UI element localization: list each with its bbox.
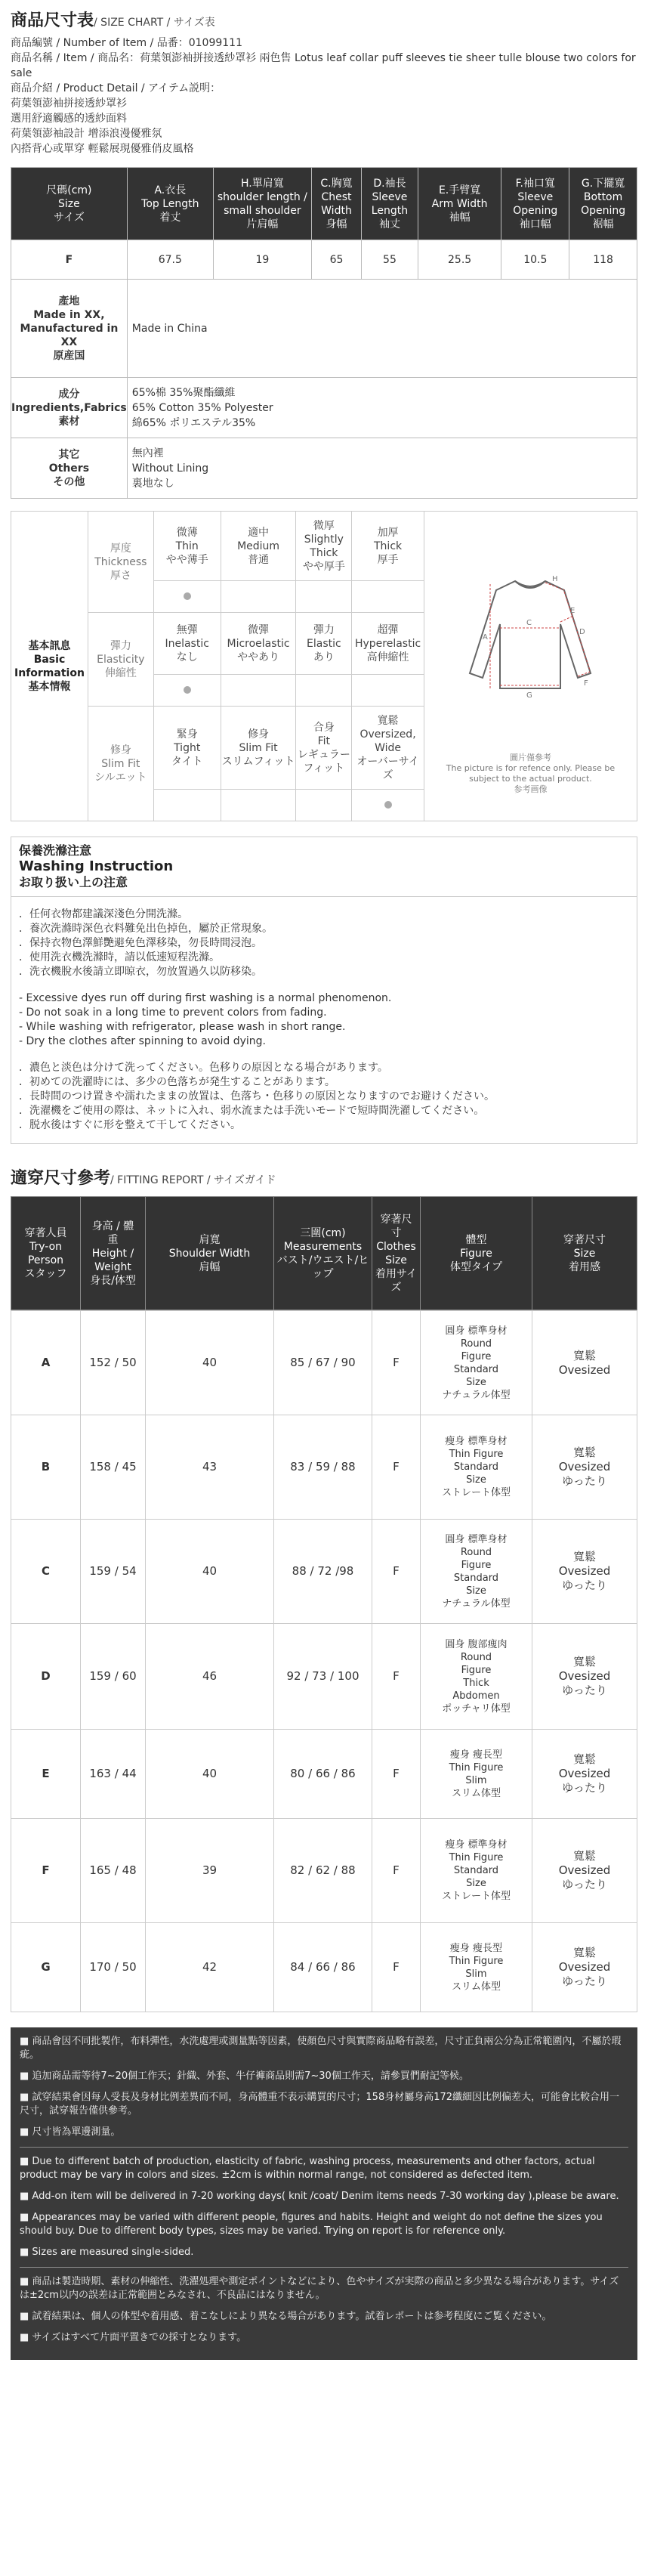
- size-cell: 118: [569, 240, 637, 280]
- size-header: D.袖長 Sleeve Length 袖丈: [362, 168, 418, 240]
- wash-ja: ．洗濯機をご使用の際は、ネットに入れ、弱水流または手洗いモードで短時間洗濯してください。: [19, 1105, 485, 1117]
- fitting-cell-feel: 寬鬆 Ovesized ゆったり: [532, 1819, 637, 1923]
- garment-diagram: [424, 512, 637, 821]
- fitting-title-sub: / FITTING REPORT / サイズガイド: [110, 1174, 276, 1186]
- svg-text:D: D: [579, 628, 586, 636]
- size-cell: 10.5: [501, 240, 569, 280]
- fitting-cell-size: F: [372, 1819, 421, 1923]
- size-cell: 55: [362, 240, 418, 280]
- fitting-cell-feel: 寬鬆 Ovesized ゆったり: [532, 1923, 637, 2012]
- item-name: 商品名稱 / Item / 商品名：荷葉領澎袖拼接透紗罩衫 兩色售 Lotus leaf collar puff sleeves tie sheer tulle blouse two colors for sale: [11, 52, 636, 79]
- fit-option: 寬鬆 Oversized, Wide オーバーサイズ: [352, 707, 424, 790]
- fitting-cell-hw: 152 / 50: [81, 1311, 146, 1415]
- note-zh: ■ 試穿結果會因每人受長及身材比例差異而不同，身高體重不表示購買的尺寸；158身材屬身高172纖細因比例偏差大，可能會比較合用一尺寸，試穿報告僅供參考。: [20, 2092, 620, 2117]
- other-value: [127, 438, 637, 499]
- fitting-table: [11, 1196, 637, 1310]
- thickness-option: 適中 Medium 普通: [221, 512, 296, 581]
- fitting-cell-size: F: [372, 1520, 421, 1624]
- detail-line: 荷葉領澎袖設計 增添浪漫優雅氛: [11, 128, 162, 140]
- size-cell: 25.5: [418, 240, 501, 280]
- wash-zh: ．洗衣機脫水後請立即晾衣，勿放置過久以防移染。: [19, 966, 262, 978]
- notes-divider: [20, 2147, 628, 2148]
- fitting-body: [11, 1310, 637, 2012]
- origin-value: Made in China: [127, 280, 637, 378]
- fitting-cell-hw: 170 / 50: [81, 1923, 146, 2012]
- fitting-cell-hw: 158 / 45: [81, 1415, 146, 1520]
- fit-option: 合身 Fit レギュラーフィット: [296, 707, 352, 790]
- note-en: ■ Add-on item will be delivered in 7-20 working days( knit /coat/ Denim items needs 7-30 working day ),please be aware.: [20, 2191, 619, 2202]
- other-line: 無內裡: [131, 447, 164, 459]
- fitting-cell-feel: 寬鬆 Ovesized: [532, 1311, 637, 1415]
- thickness-dot-cell: [153, 581, 221, 613]
- svg-text:C: C: [526, 619, 532, 627]
- fitting-cell-figure: 瘦身 瘦長型 Thin Figure Slim スリム体型: [421, 1730, 532, 1819]
- size-chart-title: [11, 0, 637, 31]
- fit-option: 緊身 Tight タイト: [153, 707, 221, 790]
- material-row: [11, 378, 637, 438]
- fit-option: 修身 Slim Fit スリムフィット: [221, 707, 296, 790]
- fitting-cell-person: D: [11, 1624, 81, 1730]
- fitting-cell-shoulder: 43: [146, 1415, 274, 1520]
- svg-text:G: G: [526, 691, 533, 700]
- fitting-cell-meas: 92 / 73 / 100: [274, 1624, 372, 1730]
- origin-row: [11, 280, 637, 378]
- fitting-cell-person: A: [11, 1311, 81, 1415]
- fitting-title: [11, 1158, 637, 1189]
- size-chart-title-sub: / SIZE CHART / サイズ表: [94, 17, 215, 29]
- other-line: Without Lining: [131, 462, 209, 475]
- wash-zh: ．任何衣物都建議深淺色分開洗滌。: [19, 908, 188, 920]
- size-table-header-row: [11, 168, 637, 240]
- size-cell: 67.5: [127, 240, 213, 280]
- fitting-cell-person: B: [11, 1415, 81, 1520]
- fitting-header-row: [11, 1197, 637, 1310]
- diagram-caption: 圖片僅參考 The picture is for refence only. Please be subject to the actual product. 参考画像: [446, 753, 616, 794]
- fitting-header: 三圍(cm) Measurements バスト/ウエスト/ヒップ: [274, 1197, 372, 1310]
- fitting-row: [11, 1819, 637, 1923]
- fitting-cell-meas: 88 / 72 /98: [274, 1520, 372, 1624]
- fitting-cell-figure: 圓身 腹部痩肉 Round Figure Thick Abdomen ポッチャリ体型: [421, 1624, 532, 1730]
- detail-label: 商品介紹 / Product Detail / アイテム説明：: [11, 82, 221, 94]
- wash-ja: ．濃色と淡色は分けて洗ってください。色移りの原因となる場合があります。: [19, 1062, 388, 1074]
- fitting-cell-hw: 159 / 54: [81, 1520, 146, 1624]
- fitting-cell-size: F: [372, 1311, 421, 1415]
- notes-box: [11, 2027, 637, 2360]
- material-value: [127, 378, 637, 438]
- fitting-cell-hw: 163 / 44: [81, 1730, 146, 1819]
- size-header: C.胸寬 Chest Width 身幅: [311, 168, 361, 240]
- wash-ja: ．初めての洗濯時には、多少の色落ちが発生することがあります。: [19, 1076, 335, 1088]
- note-zh: ■ 追加商品需等待7~20個工作天；針織、外套、牛仔褲商品則需7~30個工作天，請參買們耐記等候。: [20, 2070, 469, 2082]
- fitting-cell-shoulder: 39: [146, 1819, 274, 1923]
- size-header: G.下擺寬 Bottom Opening 裾幅: [569, 168, 637, 240]
- wash-en: - While washing with refrigerator, please wash in short range.: [19, 1021, 346, 1033]
- fitting-cell-shoulder: 40: [146, 1730, 274, 1819]
- thickness-option: 微厚 Slightly Thick やや厚手: [296, 512, 352, 581]
- fitting-cell-hw: 165 / 48: [81, 1819, 146, 1923]
- elasticity-dot-cell: [153, 675, 221, 707]
- fitting-cell-feel: 寬鬆 Ovesized ゆったり: [532, 1520, 637, 1624]
- size-cell: 65: [311, 240, 361, 280]
- wash-en: - Excessive dyes run off during first washing is a normal phenomenon.: [19, 992, 392, 1004]
- note-ja: ■ 商品は製造時期、素材の伸縮性、洗濯処理や測定ポイントなどにより、色やサイズが実際の商品と多少異なる場合があります。サイズは±2cm以内の誤差は正常範囲とみなされ、不良品にはなりません。: [20, 2276, 619, 2301]
- fitting-cell-person: E: [11, 1730, 81, 1819]
- note-zh: ■ 商品會因不同批製作，布料彈性，水洗處理或測量點等因素，使顏色尺寸與實際商品略有誤差，尺寸正負兩公分為正常範圍內，不屬於瑕疵。: [20, 2036, 622, 2061]
- size-header: A.衣長 Top Length 着丈: [127, 168, 213, 240]
- size-header: H.單肩寬 shoulder length / small shoulder 片肩幅: [213, 168, 311, 240]
- note-ja: ■ サイズはすべて片面平置きでの採寸となります。: [20, 2332, 247, 2343]
- svg-text:A: A: [483, 633, 489, 642]
- size-row: [11, 240, 637, 280]
- sweater-diagram-icon: [436, 537, 625, 749]
- wash-ja: ．長時間のつけ置きや濡れたままの放置は、色落ち・色移りの原因となりますのでお避けください。: [19, 1090, 495, 1102]
- fitting-cell-figure: 圓身 標準身材 Round Figure Standard Size ナチュラル体型: [421, 1311, 532, 1415]
- detail-line: 內搭背心或單穿 輕鬆展現優雅俏皮風格: [11, 143, 194, 155]
- washing-title-zh: 保養洗滌注意: [19, 843, 92, 858]
- svg-text:F: F: [584, 679, 589, 688]
- thickness-label: 厚度 Thickness 厚さ: [88, 512, 153, 613]
- fitting-cell-shoulder: 46: [146, 1624, 274, 1730]
- fitting-cell-person: G: [11, 1923, 81, 2012]
- fitting-cell-shoulder: 40: [146, 1311, 274, 1415]
- basic-info-table: [11, 511, 637, 821]
- fitting-header: 肩寬 Shoulder Width 肩幅: [146, 1197, 274, 1310]
- fitting-cell-figure: 瘦身 標準身材 Thin Figure Standard Size ストレート体型: [421, 1415, 532, 1520]
- selected-dot-icon: [384, 801, 392, 809]
- material-label: 成分 Ingredients,Fabrics 素材: [11, 378, 128, 438]
- other-row: [11, 438, 637, 499]
- fitting-cell-feel: 寬鬆 Ovesized ゆったり: [532, 1624, 637, 1730]
- washing-title-en: Washing Instruction: [19, 858, 174, 874]
- washing-title-ja: お取り扱い上の注意: [19, 875, 128, 889]
- fitting-cell-figure: 瘦身 瘦長型 Thin Figure Slim スリム体型: [421, 1923, 532, 2012]
- fitting-title-text: 適穿尺寸參考: [11, 1169, 111, 1188]
- thickness-option: 加厚 Thick 厚手: [352, 512, 424, 581]
- svg-text:H: H: [552, 575, 558, 583]
- selected-dot-icon: [184, 686, 191, 694]
- size-header: F.袖口寬 Sleeve Opening 袖口幅: [501, 168, 569, 240]
- thickness-option: 微薄 Thin やや薄手: [153, 512, 221, 581]
- fitting-cell-meas: 84 / 66 / 86: [274, 1923, 372, 2012]
- fitting-cell-shoulder: 42: [146, 1923, 274, 2012]
- elasticity-option: 無彈 Inelastic なし: [153, 613, 221, 675]
- fitting-row: [11, 1923, 637, 2012]
- fitting-cell-feel: 寬鬆 Ovesized ゆったり: [532, 1415, 637, 1520]
- detail-line: 荷葉領澎袖拼接透紗罩衫: [11, 97, 127, 110]
- fitting-cell-meas: 83 / 59 / 88: [274, 1415, 372, 1520]
- fitting-cell-size: F: [372, 1923, 421, 2012]
- wash-zh: ．保持衣物色澤鮮艷避免色澤移染，勿長時間浸泡。: [19, 937, 262, 949]
- wash-en: - Dry the clothes after spinning to avoid dying.: [19, 1035, 266, 1047]
- item-number: 商品編號 / Number of Item / 品番：01099111: [11, 37, 242, 49]
- size-header: 尺碼(cm) Size サイズ: [11, 168, 128, 240]
- fitting-cell-person: C: [11, 1520, 81, 1624]
- elasticity-label: 彈力 Elasticity 伸縮性: [88, 613, 153, 707]
- detail-line: 選用舒適觸感的透紗面料: [11, 113, 127, 125]
- fitting-cell-figure: 圓身 標準身材 Round Figure Standard Size ナチュラル体型: [421, 1520, 532, 1624]
- elasticity-option: 超彈 Hyperelastic 高伸縮性: [352, 613, 424, 675]
- elasticity-option: 彈力 Elastic あり: [296, 613, 352, 675]
- material-line: 65% Cotton 35% Polyester: [131, 401, 273, 414]
- fitting-row: [11, 1730, 637, 1819]
- fitting-row: [11, 1311, 637, 1415]
- fitting-row: [11, 1415, 637, 1520]
- wash-en: - Do not soak in a long time to prevent colors from fading.: [19, 1007, 327, 1019]
- basic-info-label: 基本訊息 Basic Information 基本情報: [11, 512, 88, 821]
- note-en: ■ Due to different batch of production, elasticity of fabric, washing process, measurements and other factors, actual product may be vary in colors and sizes. ±2cm is within normal range, not considered as defected item.: [20, 2156, 595, 2181]
- fit-dot-cell: [352, 790, 424, 821]
- fitting-cell-meas: 80 / 66 / 86: [274, 1730, 372, 1819]
- fitting-cell-person: F: [11, 1819, 81, 1923]
- fitting-cell-feel: 寬鬆 Ovesized ゆったり: [532, 1730, 637, 1819]
- fitting-header: 穿著尺寸 Size 着用感: [532, 1197, 637, 1310]
- fit-label: 修身 Slim Fit シルエット: [88, 707, 153, 821]
- other-label: 其它 Others その他: [11, 438, 128, 499]
- fitting-header: 身高 / 體 重 Height / Weight 身長/体型: [81, 1197, 146, 1310]
- size-cell: F: [11, 240, 128, 280]
- selected-dot-icon: [184, 592, 191, 600]
- note-en: ■ Sizes are measured single-sided.: [20, 2247, 194, 2258]
- fitting-cell-size: F: [372, 1624, 421, 1730]
- product-info: [11, 36, 637, 156]
- size-header: E.手臂寬 Arm Width 袖幅: [418, 168, 501, 240]
- fitting-row: [11, 1520, 637, 1624]
- wash-ja: ．脱水後はすぐに形を整えて干してください。: [19, 1119, 241, 1131]
- fitting-header: 穿著尺 寸 Clothes Size 着用サイズ: [372, 1197, 421, 1310]
- fitting-cell-meas: 85 / 67 / 90: [274, 1311, 372, 1415]
- washing-title-box: [11, 837, 637, 897]
- washing-instructions: [11, 897, 637, 1144]
- other-line: 裏地なし: [131, 477, 174, 490]
- size-cell: 19: [213, 240, 311, 280]
- fitting-row: [11, 1624, 637, 1730]
- svg-text:E: E: [570, 607, 575, 615]
- fitting-cell-size: F: [372, 1730, 421, 1819]
- fitting-cell-figure: 瘦身 標準身材 Thin Figure Standard Size ストレート体型: [421, 1819, 532, 1923]
- fitting-header: 穿著人員 Try-on Person スタッフ: [11, 1197, 81, 1310]
- fitting-cell-shoulder: 40: [146, 1520, 274, 1624]
- fitting-cell-size: F: [372, 1415, 421, 1520]
- note-ja: ■ 試着結果は、個人の体型や着用感、着こなしにより異なる場合があります。試着レポートは参考程度にご覧ください。: [20, 2311, 552, 2322]
- elasticity-option: 微彈 Microelastic ややあり: [221, 613, 296, 675]
- size-chart-title-text: 商品尺寸表: [11, 11, 94, 30]
- origin-label: 產地 Made in XX, Manufactured in XX 原産国: [11, 280, 128, 378]
- wash-zh: ．使用洗衣機洗滌時，請以低速短程洗滌。: [19, 951, 220, 963]
- size-table: [11, 167, 637, 499]
- wash-zh: ．養次洗滌時深色衣料難免出色掉色，屬於正常現象。: [19, 923, 273, 935]
- fitting-header: 體型 Figure 体型タイプ: [421, 1197, 532, 1310]
- note-zh: ■ 尺寸皆為單邊測量。: [20, 2126, 121, 2138]
- material-line: 65%棉 35%聚酯纖維: [131, 386, 236, 399]
- notes-divider: [20, 2267, 628, 2268]
- material-line: 綿65% ポリエステル35%: [131, 416, 256, 429]
- fitting-cell-hw: 159 / 60: [81, 1624, 146, 1730]
- note-en: ■ Appearances may be varied with different people, figures and habits. Height and weight do not define the sizes you should buy. Due to different body types, sizes may be varied. Trying on report is for reference only.: [20, 2212, 603, 2237]
- fitting-cell-meas: 82 / 62 / 88: [274, 1819, 372, 1923]
